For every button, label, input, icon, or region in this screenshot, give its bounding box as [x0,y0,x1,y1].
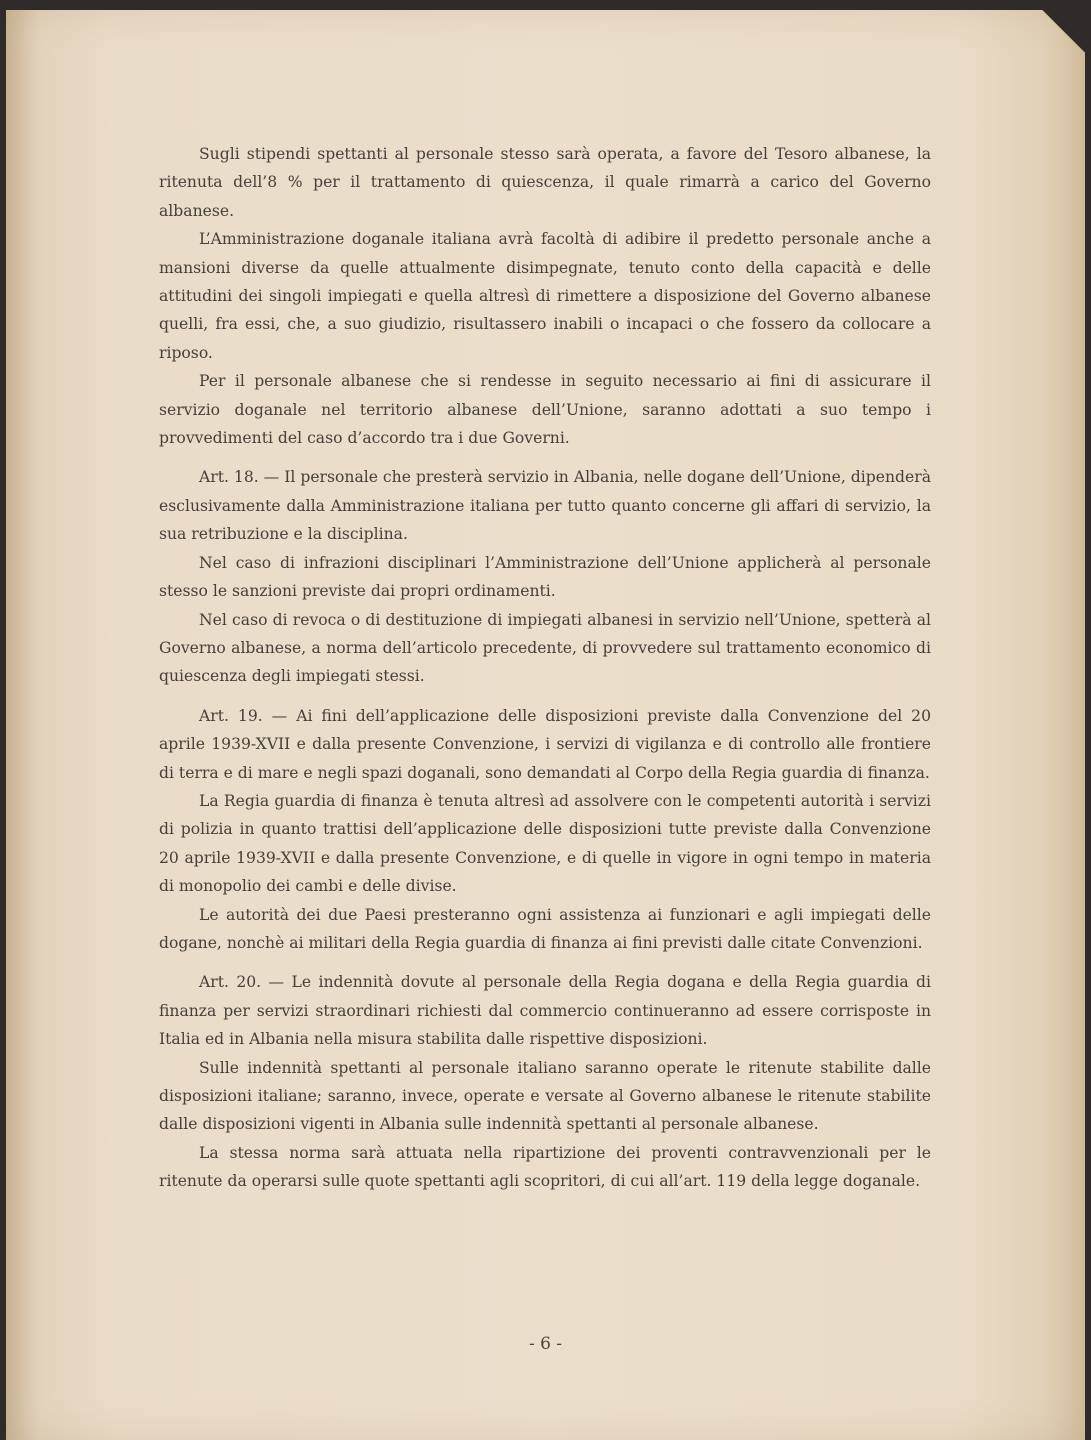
page-corner-shadow [1025,10,1085,70]
paragraph-5: Nel caso di infrazioni disciplinari l’Amministrazione dell’Unione applicherà al personale stesso le sanzioni previste dai propri ordinamenti. [159,553,931,601]
paragraph-12: La stessa norma sarà attuata nella ripartizione dei proventi contravvenzionali per le ritenute da operarsi sulle quote spettanti agli scopritori, di cui all’art. 119 della legge doganale. [159,1143,931,1191]
paragraph-2: L’Amministrazione doganale italiana avrà facoltà di adibire il predetto personale anche a mansioni diverse da quelle attualmente disimpegnate, tenuto conto della capacità e delle attitudini dei singoli impiegati e quella altresì di rimettere a disposizione del Governo albanese quelli, fra essi, che, a suo giudizio, risultassero inabili o incapaci o che fossero da collocare a riposo. [159,230,931,362]
paragraph-3: Per il personale albanese che si rendesse in seguito necessario ai fini di assicurare il servizio doganale nel territorio albanese dell’Unione, saranno adottati a suo tempo i provvedimenti del caso d’accordo tra i due Governi. [159,372,931,448]
paragraph-6: Nel caso di revoca o di destituzione di impiegati albanesi in servizio nell’Unione, spetterà al Governo albanese, a norma dell’articolo precedente, di provvedere sul trattamento economico di quiescenza degli impiegati stessi. [159,610,931,686]
paragraph-9: Le autorità dei due Paesi presteranno ogni assistenza ai funzionari e agli impiegati delle dogane, nonchè ai militari della Regia guardia di finanza ai fini previsti dalle citate Convenzioni. [159,905,931,952]
paragraph-1: Sugli stipendi spettanti al personale stesso sarà operata, a favore del Tesoro albanese, la ritenuta dell’8 % per il trattamento di quiescenza, il quale rimarrà a carico del Governo albanese. [159,145,931,220]
article-18-paragraph: Art. 18. — Il personale che presterà servizio in Albania, nelle dogane dell’Unione, dipenderà esclusivamente dalla Amministrazione italiana per tutto quanto concerne gli affari di servizio, la sua retribuzione e la disciplina. [159,468,931,544]
article-20-paragraph: Art. 20. — Le indennità dovute al personale della Regia dogana e della Regia guardia di finanza per servizi straordinari richiesti dal commercio continueranno ad essere corrisposte in Italia ed in Albania nella misura stabilita dalle rispettive disposizioni. [159,973,931,1049]
article-19-paragraph: Art. 19. — Ai fini dell’applicazione delle disposizioni previste dalla Convenzione del 20 aprile 1939-XVII e dalla presente Convenzione, i servizi di vigilanza e di controllo alle frontiere di terra e di mare e negli spazi doganali, sono demandati al Corpo della Regia guardia di finanza. [159,706,931,782]
paragraph-11: Sulle indennità spettanti al personale italiano saranno operate le ritenute stabilite dalle disposizioni italiane; saranno, invece, operate e versate al Governo albanese le ritenute stabilite dalle disposizioni vigenti in Albania sulle indennità spettanti al personale albanese. [159,1058,931,1134]
paragraph-8: La Regia guardia di finanza è tenuta altresì ad assolvere con le competenti autorità i servizi di polizia in quanto trattisi dell’applicazione delle disposizioni tutte previste dalla Convenzione 20 aprile 1939-XVII e dalla presente Convenzione, e di quelle in vigore in ogni tempo in materia di monopolio dei cambi e delle divise. [159,791,931,896]
page-number: - 6 - [528,1334,563,1354]
body-text [159,140,931,1196]
